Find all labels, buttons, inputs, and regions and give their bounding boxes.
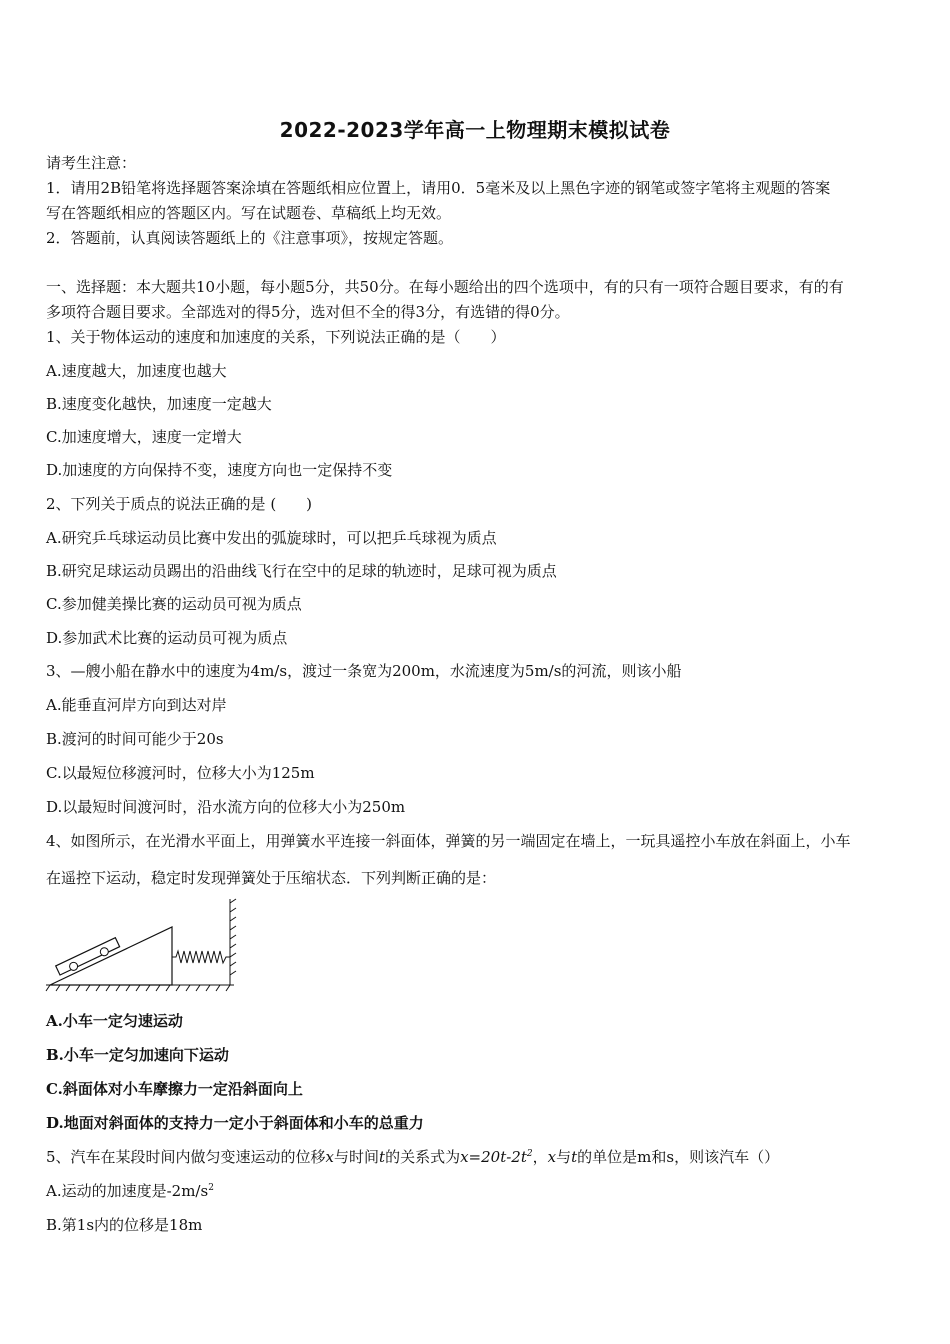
spring [172,951,230,963]
wall [230,899,236,985]
q4-option-a: A.小车一定匀速运动 [46,1012,183,1030]
notice-item-1-line-2: 写在答题纸相应的答题区内。写在试题卷、草稿纸上均无效。 [46,204,452,222]
q1-option-b: B.速度变化越快，加速度一定越大 [46,395,272,413]
q1-option-a: A.速度越大，加速度也越大 [46,362,227,380]
notice-heading: 请考生注意： [46,154,137,172]
q4-stem-line-1: 4、如图所示，在光滑水平面上，用弹簧水平连接一斜面体，弹簧的另一端固定在墙上，一玩具遥控小车放在斜面上，小车 [46,832,851,850]
section-instructions-line-1: 一、选择题：本大题共10小题，每小题5分，共50分。在每小题给出的四个选项中，有的只有一项符合题目要求，有的有 [46,278,844,296]
q4-option-c: C.斜面体对小车摩擦力一定沿斜面向上 [46,1080,303,1098]
notice-item-2: 2．答题前，认真阅读答题纸上的《注意事项》，按规定答题。 [46,229,454,247]
q1-stem: 1、关于物体运动的速度和加速度的关系，下列说法正确的是（ ） [46,328,506,346]
q4-option-b: B.小车一定匀加速向下运动 [46,1046,229,1064]
q2-option-b: B.研究足球运动员踢出的沿曲线飞行在空中的足球的轨迹时，足球可视为质点 [46,562,557,580]
q3-stem: 3、—艘小船在静水中的速度为4m/s，渡过一条宽为200m，水流速度为5m/s的河流，则该小船 [46,662,682,680]
q4-stem-line-2: 在遥控下运动，稳定时发现弹簧处于压缩状态．下列判断正确的是： [46,869,497,887]
q2-option-c: C.参加健美操比赛的运动员可视为质点 [46,595,302,613]
q2-option-d: D.参加武术比赛的运动员可视为质点 [46,629,288,647]
q2-stem: 2、下列关于质点的说法正确的是 ( ) [46,495,313,513]
var-x: x [325,1148,335,1166]
section-instructions-line-2: 多项符合题目要求。全部选对的得5分，选对但不全的得3分，有选错的得0分。 [46,303,570,321]
q5-stem: 5、汽车在某段时间内做匀变速运动的位移x与时间t的关系式为$x=20t-2t^2$，x与t的单位是m和s，则该汽车（） [46,1148,780,1166]
q3-option-c: C.以最短位移渡河时，位移大小为125m [46,764,315,782]
q5-option-a: A.运动的加速度是$-2m/s^2$ [46,1182,214,1200]
q3-option-b: B.渡河的时间可能少于20s [46,730,224,748]
ground-hatching [46,985,234,991]
q4-option-d: D.地面对斜面体的支持力一定小于斜面体和小车的总重力 [46,1114,424,1132]
q5-option-b: B.第1s内的位移是18m [46,1216,203,1234]
incline-spring-diagram [44,895,240,993]
q3-option-a: A.能垂直河岸方向到达对岸 [46,696,227,714]
q1-option-c: C.加速度增大，速度一定增大 [46,428,242,446]
q2-option-a: A.研究乒乓球运动员比赛中发出的弧旋球时，可以把乒乓球视为质点 [46,529,497,547]
formula: $x=20t-2t^2$ [460,1148,533,1166]
q3-option-d: D.以最短时间渡河时，沿水流方向的位移大小为250m [46,798,406,816]
var-t: t [379,1148,386,1166]
toy-car [56,938,121,977]
incline-block [50,927,172,985]
notice-item-1-line-1: 1．请用2B铅笔将选择题答案涂填在答题纸相应位置上，请用0．5毫米及以上黑色字迹的钢笔或签字笔将主观题的答案 [46,179,831,197]
page-title: 2022-2023学年高一上物理期末模拟试卷 [279,118,671,142]
q1-option-d: D.加速度的方向保持不变，速度方向也一定保持不变 [46,461,393,479]
